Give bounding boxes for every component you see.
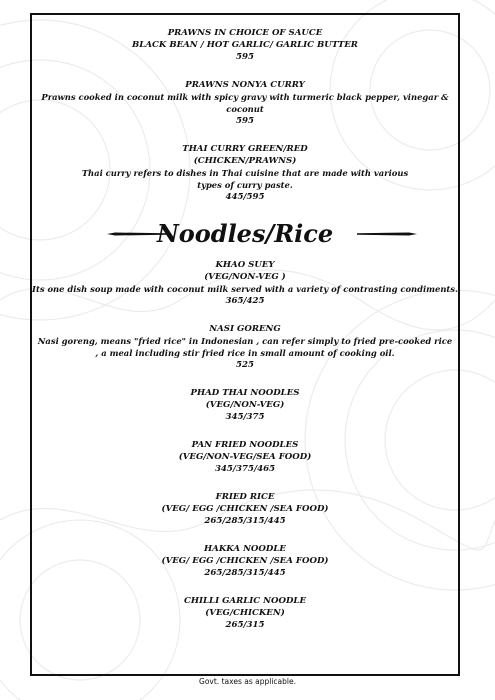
item-title: PAN FRIED NOODLES	[191, 440, 299, 450]
item-price: 595	[236, 116, 254, 126]
item-title: NASI GORENG	[209, 324, 281, 334]
item-description: Prawns cooked in coconut milk with spicy gravy with turmeric black pepper, vinegar & coconut	[41, 92, 449, 114]
item-price: 345/375	[225, 412, 265, 422]
item-price: 265/315	[225, 620, 265, 630]
item-price: 525	[236, 360, 254, 370]
tax-note: Govt. taxes as applicable.	[199, 677, 296, 686]
item-options: (VEG/ EGG /CHICKEN /SEA FOOD)	[161, 504, 329, 514]
item-title: PRAWNS IN CHOICE OF SAUCE	[167, 28, 323, 38]
item-options: BLACK BEAN / HOT GARLIC/ GARLIC BUTTER	[132, 40, 358, 50]
item-title: PHAD THAI NOODLES	[190, 388, 300, 398]
item-price: 445/595	[225, 192, 265, 202]
menu-item-fried-rice	[30, 491, 460, 527]
item-description: Nasi goreng, means "fried rice" in Indonesian , can refer simply to fried pre-cooked rice	[37, 336, 453, 346]
menu-item-chilli-garlic-noodle	[30, 595, 460, 631]
menu-item-hakka-noodle	[30, 543, 460, 579]
item-description: Its one dish soup made with coconut milk served with a variety of contrasting condiments.	[32, 284, 458, 294]
menu-item-nasi-goreng	[30, 323, 460, 371]
item-title: FRIED RICE	[215, 492, 275, 502]
section-heading-row	[30, 213, 460, 253]
item-price: 345/375/465	[214, 464, 276, 474]
item-title: PRAWNS NONYA CURRY	[185, 80, 305, 90]
item-options: (CHICKEN/PRAWNS)	[193, 156, 297, 166]
menu-item-phad-thai	[30, 387, 460, 423]
menu-item-thai-curry	[30, 143, 460, 203]
item-options: (VEG/NON-VEG )	[204, 272, 286, 282]
section-heading: Noodles/Rice	[156, 219, 334, 248]
item-title: THAI CURRY GREEN/RED	[182, 144, 308, 154]
item-description: , a meal including stir fried rice in small amount of cooking oil.	[95, 348, 395, 358]
menu-item-pan-fried-noodles	[30, 439, 460, 475]
item-title: HAKKA NOODLE	[204, 544, 286, 554]
item-description: types of curry paste.	[197, 180, 293, 190]
item-options: (VEG/ EGG /CHICKEN /SEA FOOD)	[161, 556, 329, 566]
item-options: (VEG/NON-VEG/SEA FOOD)	[178, 452, 312, 462]
item-options: (VEG/CHICKEN)	[205, 608, 285, 618]
item-title: KHAO SUEY	[215, 260, 275, 270]
item-title: CHILLI GARLIC NOODLE	[184, 596, 306, 606]
item-price: 265/285/315/445	[204, 516, 286, 526]
item-price: 595	[236, 52, 254, 62]
item-options: (VEG/NON-VEG)	[205, 400, 285, 410]
menu-item-khao-suey	[30, 259, 460, 307]
heading-ornament-right	[357, 232, 417, 236]
item-description: Thai curry refers to dishes in Thai cuisine that are made with various	[81, 168, 409, 178]
menu-content	[30, 27, 460, 647]
item-price: 365/425	[225, 296, 265, 306]
menu-item-prawns-nonya-curry	[30, 79, 460, 127]
item-price: 265/285/315/445	[204, 568, 286, 578]
menu-item-prawns-sauce	[30, 27, 460, 63]
